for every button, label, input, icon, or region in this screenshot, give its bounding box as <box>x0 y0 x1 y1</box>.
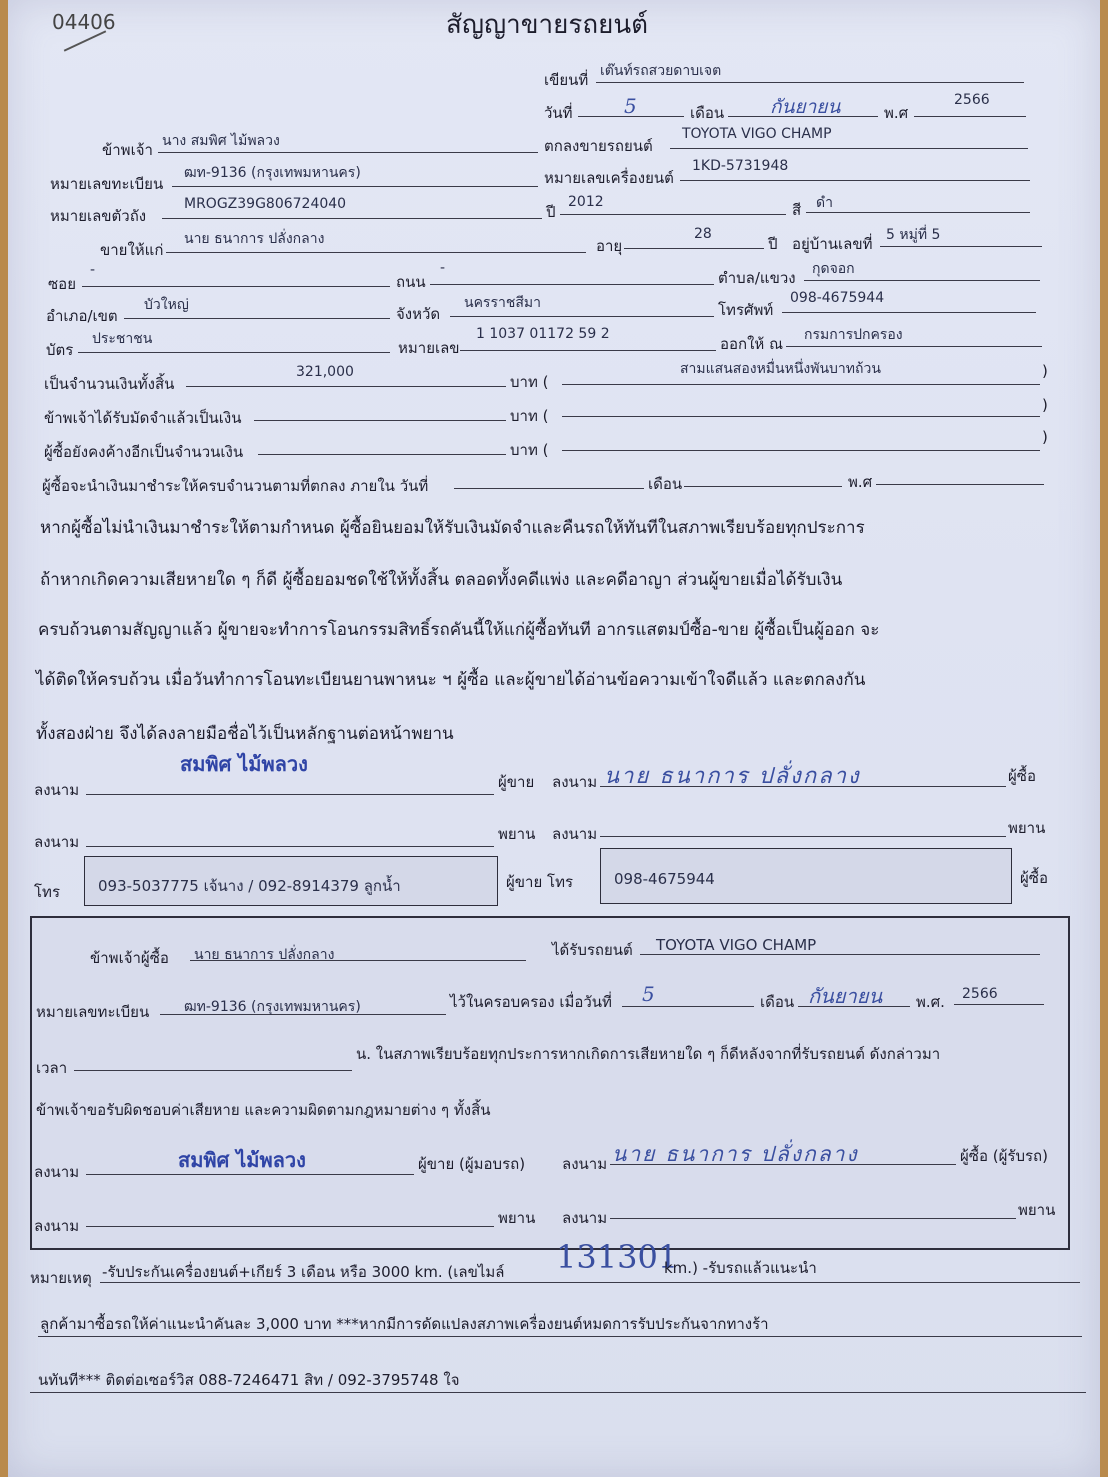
tambon-value: กุดจอก <box>812 261 855 277</box>
age-line <box>624 248 764 249</box>
house-label: อยู่บ้านเลขที่ <box>792 235 873 253</box>
buyer-sign-label: ลงนาม <box>552 773 598 791</box>
deposit-label: ข้าพเจ้าได้รับมัดจำแล้วเป็นเงิน <box>44 409 242 427</box>
issuer-line <box>786 346 1042 347</box>
receipt-seller-role: ผู้ขาย (ผู้มอบรถ) <box>418 1155 526 1173</box>
date-year-label: พ.ศ <box>884 104 909 122</box>
issuer-label: ออกให้ ณ <box>720 335 783 353</box>
date-month-value: กันยายน <box>770 96 841 118</box>
buyer-role-label: ผู้ซื้อ <box>1008 767 1036 785</box>
receipt-reg-label: หมายเลขทะเบียน <box>36 1003 150 1021</box>
date-day-value: 5 <box>624 94 637 118</box>
receipt-witness1-line <box>86 1226 494 1227</box>
remarks-text-1b: km.) -รับรถแล้วแนะนำ <box>664 1259 817 1277</box>
car-model-line <box>670 148 1028 149</box>
witness2-role-label: พยาน <box>1008 819 1046 837</box>
total-value: 321,000 <box>296 364 354 380</box>
province-value: นครราชสีมา <box>464 295 541 311</box>
receipt-car-line <box>640 954 1040 955</box>
due-label: ผู้ซื้อจะนำเงินมาชำระให้ครบจำนวนตามที่ตกลง ภายใน วันที่ <box>42 477 429 495</box>
total-words: สามแสนสองหมื่นหนึ่งพันบาทถ้วน <box>680 361 881 377</box>
road-label: ถนน <box>396 273 426 291</box>
receipt-buyer-label: ข้าพเจ้าผู้ซื้อ <box>90 949 169 967</box>
receipt-month-label: เดือน <box>760 993 795 1011</box>
seller-sign-label: ลงนาม <box>34 781 80 799</box>
due-month-label: เดือน <box>648 475 683 493</box>
seller-sign-line <box>86 794 494 795</box>
receipt-condition-text: น. ในสภาพเรียบร้อยทุกประการหากเกิดการเสียหายใด ๆ ก็ดีหลังจากที่รับรถยนต์ ดังกล่าวมา <box>356 1045 941 1063</box>
receipt-witness2-line <box>610 1218 1016 1219</box>
buyer-label: ขายให้แก่ <box>100 241 164 259</box>
province-line <box>450 316 714 317</box>
due-year-line <box>876 484 1044 485</box>
due-year-label: พ.ศ <box>848 473 873 491</box>
total-label: เป็นจำนวนเงินทั้งสิ้น <box>44 375 175 393</box>
date-month-label: เดือน <box>690 104 725 122</box>
house-line <box>880 246 1042 247</box>
color-label: สี <box>792 201 802 219</box>
house-value: 5 หมู่ที่ 5 <box>886 227 941 243</box>
due-day-line <box>454 488 644 489</box>
written-at-line <box>596 82 1024 83</box>
receipt-seller-signature: สมพิศ ไม้พลวง <box>178 1148 306 1172</box>
id-no-value: 1 1037 01172 59 2 <box>476 326 610 342</box>
remarks-text-1a: -รับประกันเครื่องยนต์+เกียร์ 3 เดือน หรือ 3000 km. (เลขไมล์ <box>102 1263 505 1281</box>
witness2-sign-label: ลงนาม <box>552 825 598 843</box>
registration-value: ฒท-9136 (กรุงเทพมหานคร) <box>184 165 361 181</box>
total-line <box>186 386 506 387</box>
buyer-phone-value: 098-4675944 <box>614 870 715 888</box>
deposit-baht-label: บาท ( <box>510 407 549 425</box>
receipt-time-line <box>74 1070 352 1071</box>
seller-line <box>158 152 538 153</box>
issuer-value: กรมการปกครอง <box>804 327 903 343</box>
receipt-month-value: กันยายน <box>808 984 883 1008</box>
road-line <box>430 284 714 285</box>
registration-label: หมายเลขทะเบียน <box>50 175 164 193</box>
tambon-line <box>804 280 1040 281</box>
chassis-label: หมายเลขตัวถัง <box>50 207 147 225</box>
remarks-text-3: นทันที*** ติดต่อเซอร์วิส 088-7246471 สิท / 092-3795748 ใจ <box>38 1371 460 1389</box>
remarks-line-3 <box>30 1392 1086 1393</box>
date-year-line <box>914 116 1026 117</box>
card-value: ประชาชน <box>92 331 153 347</box>
amphoe-line <box>124 318 390 319</box>
receipt-witness1-role: พยาน <box>498 1209 536 1227</box>
seller-phone-role: ผู้ขาย โทร <box>506 873 574 891</box>
model-year-label: ปี <box>546 203 556 221</box>
receipt-time-label: เวลา <box>36 1059 68 1077</box>
document-number: 04406 <box>52 10 116 34</box>
remarks-label: หมายเหตุ <box>30 1269 92 1287</box>
receipt-day-value: 5 <box>642 982 655 1006</box>
witness1-sign-line <box>86 846 494 847</box>
receipt-witness2-sign-label: ลงนาม <box>562 1209 608 1227</box>
remarks-mileage: 131301 <box>556 1238 679 1276</box>
age-value: 28 <box>694 226 712 242</box>
witness2-sign-line <box>600 836 1006 837</box>
phone-row-label: โทร <box>34 883 61 901</box>
receipt-seller-sign-label: ลงนาม <box>34 1163 80 1181</box>
car-model: TOYOTA VIGO CHAMP <box>682 126 832 142</box>
receipt-seller-sign-line <box>86 1174 414 1175</box>
owed-line <box>258 454 506 455</box>
soi-line <box>82 286 390 287</box>
written-at-value: เต๊นท์รถสวยดาบเจต <box>600 63 722 79</box>
chassis-line <box>162 218 542 219</box>
id-no-line <box>460 350 716 351</box>
seller-name: นาง สมพิศ ไม้พลวง <box>162 133 280 149</box>
date-day-label: วันที่ <box>544 104 573 122</box>
receipt-buyer-role: ผู้ซื้อ (ผู้รับรถ) <box>960 1147 1048 1165</box>
seller-label: ข้าพเจ้า <box>102 141 153 159</box>
receipt-year-value: 2566 <box>962 986 998 1002</box>
amphoe-value: บัวใหญ่ <box>144 297 189 313</box>
receipt-buyer-name: นาย ธนาการ ปลั่งกลาง <box>194 947 335 963</box>
phone-value: 098-4675944 <box>790 290 885 306</box>
age-unit: ปี <box>768 235 778 253</box>
buyer-line <box>166 252 586 253</box>
owed-baht-label: บาท ( <box>510 441 549 459</box>
engine-label: หมายเลขเครื่องยนต์ <box>544 169 674 187</box>
receipt-year-line <box>954 1004 1044 1005</box>
receipt-possess-label: ไว้ในครอบครอง เมื่อวันที่ <box>450 993 612 1011</box>
written-at-label: เขียนที่ <box>544 71 589 89</box>
receipt-buyer-signature: นาย ธนาการ ปลั่งกลาง <box>612 1142 859 1166</box>
receipt-section <box>30 916 1070 1250</box>
owed-words-line <box>562 450 1040 451</box>
owed-label: ผู้ซื้อยังคงค้างอีกเป็นจำนวนเงิน <box>44 443 244 461</box>
tambon-label: ตำบล/แขวง <box>718 269 796 287</box>
page-title: สัญญาขายรถยนต์ <box>446 10 648 40</box>
receipt-year-label: พ.ศ. <box>916 993 945 1011</box>
buyer-phone-role: ผู้ซื้อ <box>1020 869 1048 887</box>
road-value: - <box>440 260 446 276</box>
receipt-witness2-role: พยาน <box>1018 1201 1056 1219</box>
buyer-signature: นาย ธนาการ ปลั่งกลาง <box>604 764 861 789</box>
receipt-car: TOYOTA VIGO CHAMP <box>656 936 817 954</box>
witness1-role-label: พยาน <box>498 825 536 843</box>
deposit-line <box>254 420 506 421</box>
seller-signature: สมพิศ ไม้พลวง <box>180 752 308 776</box>
card-line <box>78 352 390 353</box>
card-label: บัตร <box>46 341 74 359</box>
total-baht-label: บาท ( <box>510 373 549 391</box>
terms-line-3: ครบถ้วนตามสัญญาแล้ว ผู้ขายจะทำการโอนกรรมสิทธิ์รถคันนี้ให้แก่ผู้ซื้อทันที อากรแสตมป์ซื้อ-ขาย ผู้ซื้อเป็นผู้ออก จะ <box>38 620 880 640</box>
total-words-line <box>562 384 1040 385</box>
phone-label: โทรศัพท์ <box>718 301 774 319</box>
receipt-received-label: ได้รับรถยนต์ <box>552 941 633 959</box>
province-label: จังหวัด <box>396 305 441 323</box>
terms-line-2: ถ้าหากเกิดความเสียหายใด ๆ ก็ดี ผู้ซื้อยอมชดใช้ให้ทั้งสิ้น ตลอดทั้งคดีแพ่ง และคดีอาญา ส่วนผู้ขายเมื่อได้รับเงิน <box>40 570 843 590</box>
buyer-name: นาย ธนาการ ปลั่งกลาง <box>184 231 325 247</box>
registration-line <box>172 186 538 187</box>
due-month-line <box>684 486 842 487</box>
terms-line-1: หากผู้ซื้อไม่นำเงินมาชำระให้ตามกำหนด ผู้ซื้อยินยอมให้รับเงินมัดจำและคืนรถให้ทันทีในสภาพเรียบร้อยทุกประการ <box>40 518 865 538</box>
deposit-words-line <box>562 416 1040 417</box>
soi-value: - <box>90 262 96 278</box>
witness1-sign-label: ลงนาม <box>34 833 80 851</box>
color-value: ดำ <box>816 195 833 211</box>
chassis-value: MROGZ39G806724040 <box>184 196 347 212</box>
terms-line-4: ได้ติดให้ครบถ้วน เมื่อวันทำการโอนทะเบียนยานพาหนะ ฯ ผู้ซื้อ และผู้ขายได้อ่านข้อความเข้าใจดีแล้ว และตกลงกัน <box>36 670 866 690</box>
soi-label: ซอย <box>48 275 76 293</box>
amphoe-label: อำเภอ/เขต <box>46 307 118 325</box>
remarks-text-2: ลูกค้ามาซื้อรถให้ค่าแนะนำคันละ 3,000 บาท ***หากมีการดัดแปลงสภาพเครื่องยนต์หมดการรับประกันจากทางร้า <box>40 1315 769 1333</box>
receipt-witness1-sign-label: ลงนาม <box>34 1217 80 1235</box>
receipt-buyer-sign-label: ลงนาม <box>562 1155 608 1173</box>
owed-close-paren: ) <box>1042 428 1048 446</box>
receipt-day-line <box>622 1006 754 1007</box>
agree-sell-label: ตกลงขายรถยนต์ <box>544 137 653 155</box>
engine-line <box>680 180 1030 181</box>
phone-line <box>782 312 1036 313</box>
remarks-line-2 <box>38 1336 1082 1337</box>
receipt-liability-text: ข้าพเจ้าขอรับผิดชอบค่าเสียหาย และความผิดตามกฎหมายต่าง ๆ ทั้งสิ้น <box>36 1101 491 1119</box>
model-year-value: 2012 <box>568 194 604 210</box>
seller-role-label: ผู้ขาย <box>498 773 535 791</box>
id-no-label: หมายเลข <box>398 339 460 357</box>
receipt-reg-value: ฒท-9136 (กรุงเทพมหานคร) <box>184 999 361 1015</box>
model-year-line <box>560 214 786 215</box>
color-line <box>806 212 1030 213</box>
date-year-value: 2566 <box>954 92 990 108</box>
engine-value: 1KD-5731948 <box>692 158 789 174</box>
total-close-paren: ) <box>1042 362 1048 380</box>
seller-phone-value: 093-5037775 เจ้นาง / 092-8914379 ลูกน้ำ <box>98 877 401 895</box>
terms-line-5: ทั้งสองฝ่าย จึงได้ลงลายมือชื่อไว้เป็นหลักฐานต่อหน้าพยาน <box>36 724 454 744</box>
deposit-close-paren: ) <box>1042 396 1048 414</box>
age-label: อายุ <box>596 237 623 255</box>
